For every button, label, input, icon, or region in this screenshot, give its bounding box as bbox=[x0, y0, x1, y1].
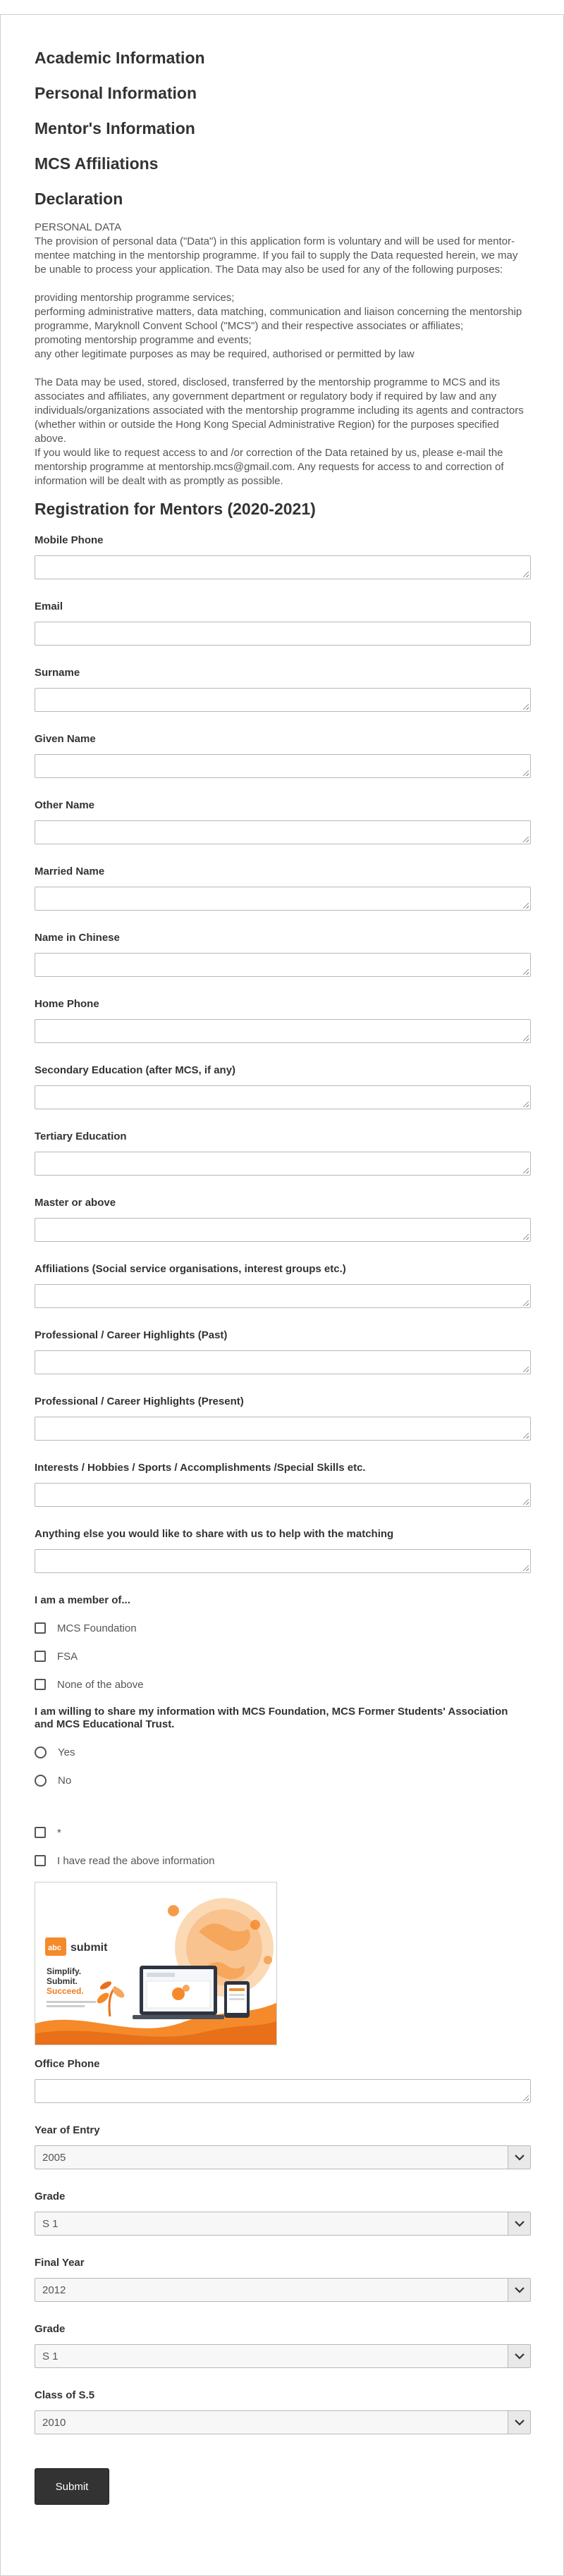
text-input[interactable] bbox=[35, 1417, 531, 1441]
select-field bbox=[35, 2257, 529, 2302]
confirm-option-required[interactable] bbox=[35, 1825, 529, 1839]
field-label: Office Phone bbox=[35, 2058, 100, 2070]
text-input[interactable] bbox=[35, 820, 531, 844]
checkbox[interactable] bbox=[35, 1855, 46, 1866]
section-declaration-heading[interactable]: Declaration bbox=[35, 190, 123, 208]
select-field bbox=[35, 2124, 529, 2169]
member-option-fsa[interactable] bbox=[35, 1649, 529, 1663]
field-label: Other Name bbox=[35, 799, 95, 811]
chevron-down-icon[interactable] bbox=[508, 2146, 530, 2169]
text-input[interactable] bbox=[35, 953, 531, 977]
privacy-access: If you would like to request access to and /or correction of the Data retained by us, please e-mail the mentorship programme at mentorship.mcs@gmail.com. Any requests for access to and correction of information will be dealt with as promptly as possible. bbox=[35, 447, 504, 487]
share-option-no[interactable] bbox=[35, 1773, 529, 1787]
field-label: Married Name bbox=[35, 865, 105, 877]
office-phone-input[interactable] bbox=[35, 2079, 531, 2103]
privacy-disclosure: The Data may be used, stored, disclosed, transferred by the mentorship programme to MCS and its associates and affiliates, any government department or regulatory body if required by law and any individuals/organizations associated with the mentorship programme including its agents and contractors (whether within or outside the Hong Kong Special Administrative Region) for the purposes specified above. bbox=[35, 376, 524, 445]
select-value: S 1 bbox=[42, 2350, 59, 2362]
form-field bbox=[35, 733, 529, 778]
dropdown-select[interactable] bbox=[35, 2212, 531, 2236]
resize-grip[interactable] bbox=[523, 1433, 529, 1438]
field-label: Email bbox=[35, 600, 63, 612]
select-value: S 1 bbox=[42, 2217, 59, 2230]
resize-grip[interactable] bbox=[523, 1035, 529, 1041]
option-label: FSA bbox=[57, 1650, 78, 1663]
option-label: * bbox=[57, 1826, 61, 1839]
share-group-label: I am willing to share my information with MCS Foundation, MCS Former Students' Association and MCS Educational Trust. bbox=[35, 1706, 508, 1730]
member-option-none[interactable] bbox=[35, 1677, 529, 1691]
field-label: Interests / Hobbies / Sports / Accomplishments /Special Skills etc. bbox=[35, 1462, 366, 1474]
text-input[interactable] bbox=[35, 1218, 531, 1242]
resize-grip[interactable] bbox=[523, 969, 529, 975]
select-value: 2005 bbox=[42, 2151, 66, 2164]
text-input[interactable] bbox=[35, 1152, 531, 1176]
section-personal-heading[interactable]: Personal Information bbox=[35, 84, 197, 102]
select-field bbox=[35, 2323, 529, 2368]
checkbox[interactable] bbox=[35, 1679, 46, 1690]
dropdown-select[interactable] bbox=[35, 2410, 531, 2434]
field-label: Surname bbox=[35, 667, 80, 679]
dropdown-select[interactable] bbox=[35, 2278, 531, 2302]
form-field bbox=[35, 1329, 529, 1374]
confirm-group bbox=[35, 1825, 529, 1868]
banner-illustration bbox=[35, 1882, 277, 2045]
text-input[interactable] bbox=[35, 1549, 531, 1573]
resize-grip[interactable] bbox=[523, 2095, 529, 2101]
field-label: Final Year bbox=[35, 2257, 85, 2269]
field-label: Name in Chinese bbox=[35, 932, 120, 944]
privacy-purpose: providing mentorship programme services; bbox=[35, 292, 235, 304]
chevron-down-icon[interactable] bbox=[508, 2212, 530, 2235]
form-field bbox=[35, 1263, 529, 1308]
field-label: Year of Entry bbox=[35, 2124, 100, 2136]
radio-button[interactable] bbox=[35, 1746, 47, 1758]
field-office-phone bbox=[35, 2058, 529, 2103]
form-field bbox=[35, 1395, 529, 1441]
text-input[interactable] bbox=[35, 1284, 531, 1308]
resize-grip[interactable] bbox=[523, 704, 529, 710]
member-option-mcs-foundation[interactable] bbox=[35, 1621, 529, 1635]
field-label: Class of S.5 bbox=[35, 2389, 95, 2401]
dropdown-select[interactable] bbox=[35, 2344, 531, 2368]
resize-grip[interactable] bbox=[523, 1234, 529, 1240]
field-label: Grade bbox=[35, 2323, 66, 2335]
resize-grip[interactable] bbox=[523, 1168, 529, 1173]
confirm-option-read[interactable] bbox=[35, 1854, 529, 1868]
field-label: Tertiary Education bbox=[35, 1130, 127, 1142]
field-label: Affiliations (Social service organisations, interest groups etc.) bbox=[35, 1263, 346, 1275]
field-label: Given Name bbox=[35, 733, 96, 745]
select-fields bbox=[35, 2124, 529, 2434]
checkbox[interactable] bbox=[35, 1622, 46, 1634]
text-input[interactable] bbox=[35, 688, 531, 712]
banner-logo-abc: abc bbox=[48, 1944, 61, 1952]
share-group bbox=[35, 1706, 529, 1787]
checkbox[interactable] bbox=[35, 1651, 46, 1662]
select-field bbox=[35, 2190, 529, 2236]
field-label: Mobile Phone bbox=[35, 534, 104, 546]
text-input[interactable] bbox=[35, 887, 531, 911]
form-field bbox=[35, 865, 529, 911]
form-field bbox=[35, 932, 529, 977]
text-input[interactable] bbox=[35, 1085, 531, 1109]
field-label: Grade bbox=[35, 2190, 66, 2202]
banner-tagline-3: Succeed. bbox=[47, 1986, 84, 1996]
field-label: Master or above bbox=[35, 1197, 116, 1209]
resize-grip[interactable] bbox=[523, 903, 529, 908]
member-group-label: I am a member of... bbox=[35, 1594, 130, 1606]
form-field bbox=[35, 1528, 529, 1573]
text-input[interactable] bbox=[35, 555, 531, 579]
form-field bbox=[35, 998, 529, 1043]
text-input[interactable] bbox=[35, 622, 531, 646]
select-value: 2010 bbox=[42, 2416, 66, 2429]
text-input[interactable] bbox=[35, 1483, 531, 1507]
dropdown-select[interactable] bbox=[35, 2145, 531, 2169]
section-mentor-heading[interactable]: Mentor's Information bbox=[35, 119, 195, 137]
privacy-intro: The provision of personal data ("Data") in this application form is voluntary and will be used for mentor-mentee matching in the mentorship programme. If you fail to supply the Data requested herein, we may be unable to process your application. The Data may also be used for any of the following purposes: bbox=[35, 235, 518, 276]
text-fields bbox=[35, 534, 529, 1573]
resize-grip[interactable] bbox=[523, 1300, 529, 1306]
option-label: I have read the above information bbox=[57, 1854, 215, 1867]
resize-grip[interactable] bbox=[523, 572, 529, 577]
option-label: Yes bbox=[58, 1746, 75, 1758]
text-input[interactable] bbox=[35, 1019, 531, 1043]
select-value: 2012 bbox=[42, 2284, 66, 2296]
resize-grip[interactable] bbox=[523, 837, 529, 842]
banner-tagline-1: Simplify. bbox=[47, 1966, 82, 1976]
abcsubmit-banner bbox=[35, 1882, 277, 2045]
checkbox[interactable] bbox=[35, 1827, 46, 1838]
form-field bbox=[35, 799, 529, 844]
chevron-down-icon[interactable] bbox=[508, 2345, 530, 2367]
share-option-yes[interactable] bbox=[35, 1745, 529, 1759]
form-field bbox=[35, 600, 529, 646]
privacy-purpose: any other legitimate purposes as may be required, authorised or permitted by law bbox=[35, 348, 415, 360]
submit-button[interactable]: Submit bbox=[35, 2468, 109, 2505]
resize-grip[interactable] bbox=[523, 1367, 529, 1372]
form-field bbox=[35, 534, 529, 579]
banner-tagline-2: Submit. bbox=[47, 1976, 78, 1986]
form-field bbox=[35, 1130, 529, 1176]
text-input[interactable] bbox=[35, 1350, 531, 1374]
field-label: Professional / Career Highlights (Past) bbox=[35, 1329, 228, 1341]
text-input[interactable] bbox=[35, 754, 531, 778]
field-label: Anything else you would like to share with us to help with the matching bbox=[35, 1528, 394, 1540]
option-label: None of the above bbox=[57, 1678, 144, 1691]
section-affiliations-heading[interactable]: MCS Affiliations bbox=[35, 154, 159, 173]
privacy-purpose: promoting mentorship programme and events; bbox=[35, 334, 252, 346]
field-label: Home Phone bbox=[35, 998, 99, 1010]
radio-button[interactable] bbox=[35, 1775, 47, 1787]
privacy-purpose: performing administrative matters, data matching, communication and liaison concerning the mentorship programme, Maryknoll Convent School ("MCS") and their respective associates or affiliates; bbox=[35, 306, 522, 332]
select-field bbox=[35, 2389, 529, 2434]
form-page bbox=[0, 14, 564, 2576]
form-field bbox=[35, 1462, 529, 1507]
privacy-statement bbox=[35, 221, 529, 488]
option-label: No bbox=[58, 1774, 72, 1787]
member-group bbox=[35, 1594, 529, 1691]
resize-grip[interactable] bbox=[523, 1565, 529, 1571]
field-label: Secondary Education (after MCS, if any) bbox=[35, 1064, 236, 1076]
chevron-down-icon[interactable] bbox=[508, 2411, 530, 2434]
resize-grip[interactable] bbox=[523, 1102, 529, 1107]
section-academic-heading[interactable]: Academic Information bbox=[35, 49, 205, 67]
form-field bbox=[35, 1064, 529, 1109]
privacy-heading: PERSONAL DATA bbox=[35, 221, 122, 233]
chevron-down-icon[interactable] bbox=[508, 2279, 530, 2301]
resize-grip[interactable] bbox=[523, 1499, 529, 1505]
option-label: MCS Foundation bbox=[57, 1622, 137, 1634]
form-title: Registration for Mentors (2020-2021) bbox=[35, 500, 316, 518]
form-field bbox=[35, 1197, 529, 1242]
resize-grip[interactable] bbox=[523, 770, 529, 776]
form-field bbox=[35, 667, 529, 712]
banner-logo-word: submit bbox=[70, 1942, 108, 1954]
field-label: Professional / Career Highlights (Present) bbox=[35, 1395, 244, 1407]
